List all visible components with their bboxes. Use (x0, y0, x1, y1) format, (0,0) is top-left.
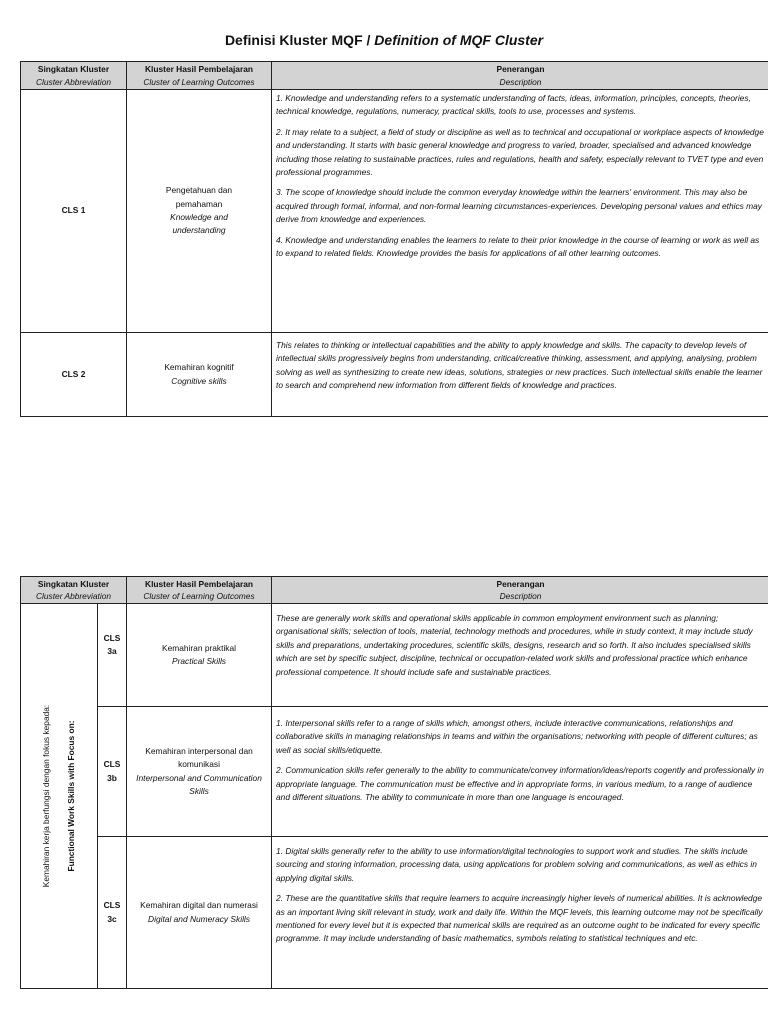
header-description: Penerangan Description (272, 577, 768, 604)
cluster-abbreviation: CLS 3c (98, 837, 127, 989)
cluster-name: Kemahiran digital dan numerasi Digital and Numeracy Skills (127, 837, 272, 989)
cluster-table-2 (20, 576, 768, 989)
functional-work-skills-group (21, 604, 98, 989)
cluster-description: 1. Interpersonal skills refer to a range of skills which, amongst others, include interactive communications, relationships and collaborative skills in managing relationships in teams and within the organisations; networking with people of different cultures; as well as social skills/etiquette. 2. Communication skills refer generally to the ability to communicate/convey information/ideas/reports cogently and professionally in appropriate language. The communication must be effective and in appropriate forms, in various medium, to a range of audience and different situations. The ability to communicate in more than one language is encouraged. (272, 707, 768, 837)
header-cluster: Kluster Hasil Pembelajaran Cluster of Learning Outcomes (127, 62, 272, 90)
table-row (21, 604, 768, 707)
group-label-english: Functional Work Skills with Focus on: (66, 720, 76, 872)
title-english: Definition of MQF Cluster (374, 32, 544, 48)
cluster-name: Pengetahuan dan pemahaman Knowledge and understanding (127, 90, 272, 333)
cluster-name: Kemahiran kognitif Cognitive skills (127, 333, 272, 417)
cluster-abbreviation: CLS 1 (21, 90, 127, 333)
table-row (21, 707, 768, 837)
page-title (0, 32, 768, 48)
cluster-name: Kemahiran interpersonal dan komunikasi Interpersonal and Communication Skills (127, 707, 272, 837)
title-malay: Definisi Kluster MQF / (224, 32, 375, 48)
table-row (21, 333, 768, 417)
cluster-description: 1. Digital skills generally refer to the ability to use information/digital technologies to support work and studies. The skills include sourcing and storing information, processing data, using applications for problem solving and communications, as well as ethics in applying digital skills. 2. These are the quantitative skills that require learners to acquire increasingly higher levels of numerical abilities. It is acknowledge as an important living skill relevant in study, work and daily life. Within the MQF levels, this learning outcome may not be specifically mentioned for every level but it is expected that numerical skills are required as an outcome ought to be indicated for every specific programme. It may include understanding of basic mathematics, symbols relating to statistical techniques and etc. (272, 837, 768, 989)
header-abbreviation: Singkatan Kluster Cluster Abbreviation (21, 62, 127, 90)
cluster-name: Kemahiran praktikal Practical Skills (127, 604, 272, 707)
cluster-description: This relates to thinking or intellectual capabilities and the ability to apply knowledge and skills. The capacity to develop levels of intellectual skills progressively begins from understanding, critical/creative thinking, assessment, and applying, analysing, problem solving as well as synthesizing to create new ideas, solutions, strategies or new practices. Such intellectual skills enable the learner to search and comprehend new information from different fields of knowledge and practices. (272, 333, 768, 417)
cluster-abbreviation: CLS 3a (98, 604, 127, 707)
header-abbreviation: Singkatan Kluster Cluster Abbreviation (21, 577, 127, 604)
cluster-abbreviation: CLS 3b (98, 707, 127, 837)
group-label-malay: Kemahiran kerja berfungsi dengan fokus kepada: (41, 704, 51, 888)
cluster-description: 1. Knowledge and understanding refers to a systematic understanding of facts, ideas, information, principles, concepts, theories, technical knowledge, regulations, numeracy, practical skills, tools to use, processes and systems. 2. It may relate to a subject, a field of study or discipline as well as to technical and occupational or workplace aspects of knowledge and understanding. It starts with basic general knowledge and progress to varied, broader, specialised and advanced knowledge including those relating to sustainable practices, rules and regulations, health and safety, especially relevant to TVET type and even professional programmes. 3. The scope of knowledge should include the common everyday knowledge within the learners' environment. This may also be acquired through formal, informal, and non-formal learning circumstances-experiences. Developing personal values and ethics may derive from knowledge and experiences. 4. Knowledge and understanding enables the learners to relate to their prior knowledge in the course of learning or work as well as to expand to related fields. Knowledge provides the basis for applications of all other learning outcomes. (272, 90, 768, 333)
table-row (21, 837, 768, 989)
cluster-description: These are generally work skills and operational skills applicable in common employment environment such as planning; organisational skills; selection of tools, material, technology methods and procedures, while in study context, it may include study skills and preparations, undertaking procedures, scientific skills, designs, research and so forth. It also includes specialised skills which are set by specific subject, discipline, technical or occupation-related work skills and professional practice which enhance professional competence. It should include safe and sustainable practices. (272, 604, 768, 707)
header-description: Penerangan Description (272, 62, 768, 90)
header-cluster: Kluster Hasil Pembelajaran Cluster of Learning Outcomes (127, 577, 272, 604)
cluster-abbreviation: CLS 2 (21, 333, 127, 417)
cluster-table-1 (20, 61, 768, 417)
table-row (21, 90, 768, 333)
